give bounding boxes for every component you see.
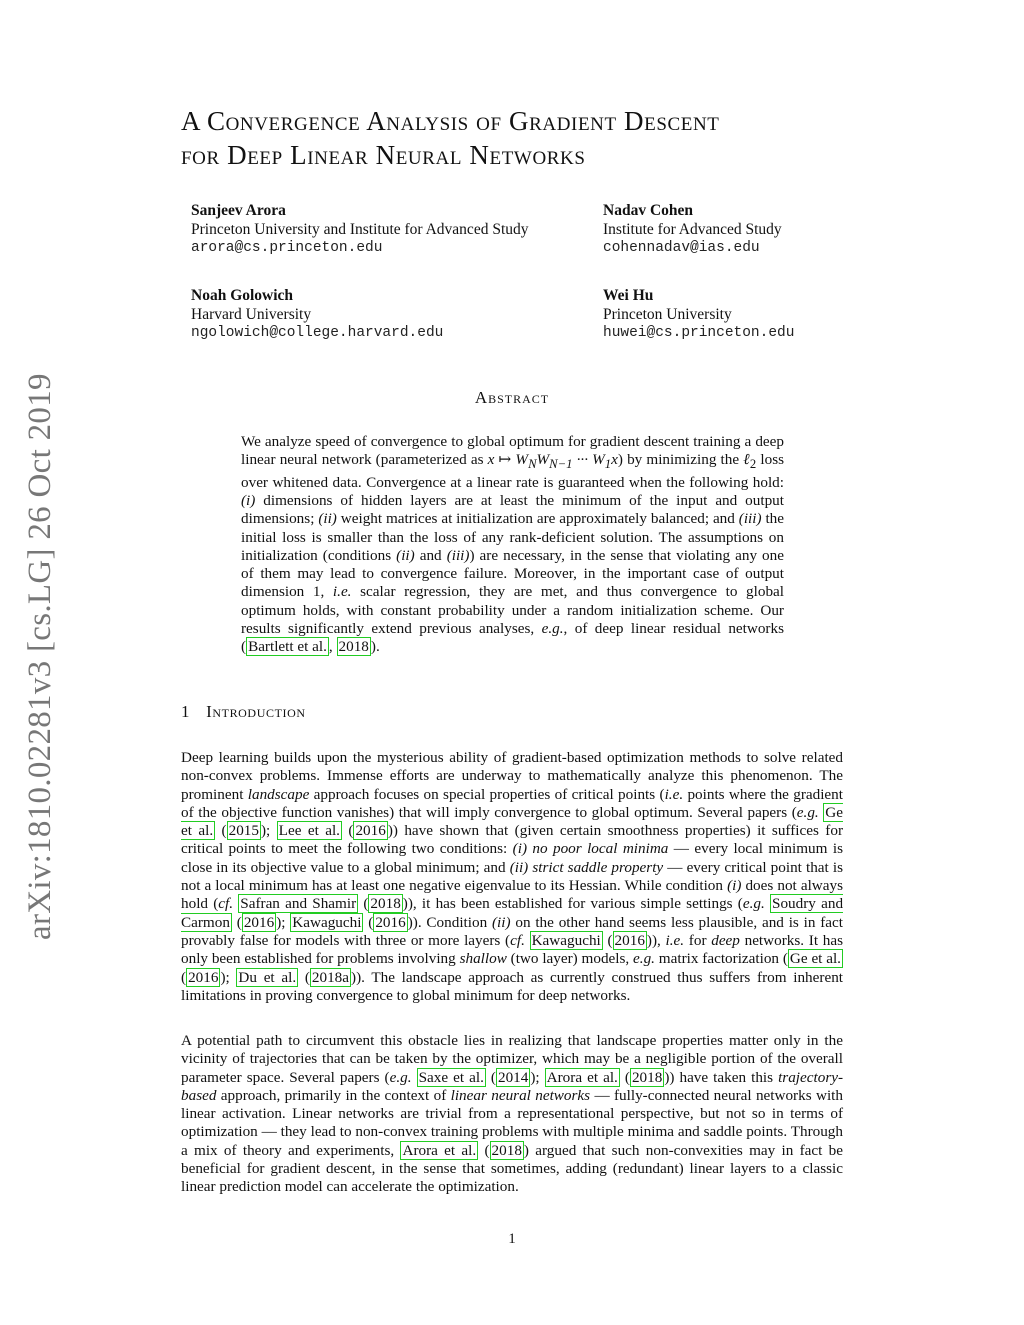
citation-link[interactable]: 2016: [614, 931, 645, 949]
citation-link[interactable]: Arora et al.: [402, 1141, 477, 1159]
citation-link[interactable]: 2018: [491, 1141, 522, 1159]
arxiv-stamp: arXiv:1810.02281v3 [cs.LG] 26 Oct 2019: [22, 373, 58, 940]
abstract-heading: Abstract: [474, 388, 550, 407]
citation-link[interactable]: 2016: [355, 822, 386, 840]
title-line-2: for Deep Linear Neural Networks: [181, 140, 586, 170]
citation-link[interactable]: Kawaguchi: [531, 931, 601, 949]
intro-paragraph: Deep learning builds upon the mysterious ability of gradient-based optimization methods to solve related non-convex problems. Immense efforts are underway to mathematically analyze this phenomenon. The prominent landscape approach focuses on special properties of critical points (i.e. points where the gradient of the objective function vanishes) that will imply convergence to global optimum. Several papers (e.g. Ge et al. ( 2015 ); Lee et al. ( 2016 )) have shown that (given certain smoothness properties) it suffices for critical points to meet the following two conditions: (i) no poor local minima — every local minimum is close in its objective value to a global minimum; and (ii) strict saddle property — every critical point that is not a local minimum has at least one negative eigenvalue to its Hessian. While condition (i) does not always hold (cf. Safran and Shamir ( 2018 )), it has been established for various simple settings (e.g. Soudry and Carmon ( 2016 ); Kawaguchi ( 2016 )). Condition (ii) on the other hand seems less plausible, and is in fact provably false for models with three or more layers (cf. Kawaguchi ( 2016 )), i.e. for deep networks. It has only been established for problems involving shallow (two layer) models, e.g. matrix factorization ( Ge et al. ( 2016 ); Du et al. ( 2018a )). The landscape approach as currently construed thus suffers from inherent limitations in proving convergence to global minimum for deep networks.: [181, 749, 844, 1004]
citation-link[interactable]: 2014: [497, 1068, 529, 1086]
citation-link[interactable]: Ge et al.: [181, 803, 844, 840]
citation-link[interactable]: Du et al.: [238, 968, 297, 986]
section-title: Introduction: [206, 702, 306, 721]
author-email[interactable]: ngolowich@college.harvard.edu: [191, 325, 444, 341]
author-affiliation: Princeton University: [603, 306, 732, 323]
author-name: Nadav Cohen: [603, 202, 694, 219]
section-number: 1: [181, 702, 191, 721]
citation-link[interactable]: 2015: [228, 822, 259, 840]
citation-link[interactable]: Kawaguchi: [292, 913, 362, 931]
author-affiliation: Princeton University and Institute for Advanced Study: [191, 221, 529, 238]
citation-link[interactable]: Bartlett et al.: [248, 638, 327, 656]
citation-link[interactable]: 2018a: [311, 968, 350, 986]
author-email[interactable]: cohennadav@ias.edu: [603, 240, 760, 256]
author-name: Sanjeev Arora: [191, 202, 286, 219]
author-name: Wei Hu: [603, 287, 654, 304]
author-email[interactable]: arora@cs.princeton.edu: [191, 240, 383, 256]
citation-link[interactable]: Ge et al.: [789, 950, 841, 968]
paper-title: [181, 104, 881, 172]
citation-link[interactable]: 2016: [243, 913, 275, 931]
citation-link[interactable]: Safran and Shamir: [240, 895, 357, 913]
author-affiliation: Harvard University: [191, 306, 312, 323]
page-number: 1: [508, 1231, 516, 1247]
author-block: [191, 286, 443, 343]
citation-link[interactable]: 2018: [631, 1068, 663, 1086]
author-block: [191, 201, 529, 258]
author-name: Noah Golowich: [191, 287, 294, 304]
param-formula: x ↦ $W_NW_{N-1}$ ··· $W_1x$: [487, 451, 618, 472]
title-line-1: A Convergence Analysis of Gradient Descent: [181, 106, 720, 136]
section-heading: [181, 702, 306, 722]
citation-link[interactable]: 2016: [188, 968, 219, 986]
citation-link[interactable]: 2018: [338, 638, 369, 656]
abstract-text: We analyze speed of convergence to global optimum for gradient descent training a deep linear neural network (parameterized as x ↦ $W_NW_{N-1}$ ··· $W_1x$) by minimizing the ℓ$_2$ loss over whitened data. Convergence at a linear rate is guaranteed when the following hold: (i) dimensions of hidden layers are at least the minimum of the input and output dimensions; (ii) weight matrices at initialization are approximately balanced; and (iii) the initial loss is smaller than the loss of any rank-deficient solution. The assumptions on initialization (conditions (ii) and (iii)) are necessary, in the sense that violating any one of them may lead to convergence failure. Moreover, in the important case of output dimension 1, i.e. scalar regression, they are met, and thus convergence to global optimum holds, with constant probability under a random initialization scheme. Our results significantly extend previous analyses, e.g., of deep linear residual networks ( Bartlett et al. , 2018 ).: [241, 433, 785, 656]
intro-paragraph: A potential path to circumvent this obstacle lies in realizing that landscape properties matter only in the vicinity of trajectories that can be taken by the optimizer, which may be a negligible portion of the overall parameter space. Several papers (e.g. Saxe et al. ( 2014 ); Arora et al. ( 2018 )) have taken this trajectory-based approach, primarily in the context of linear neural networks — fully-connected neural networks with linear activation. Linear networks are trivial from a representational perspective, but not so in terms of optimization — they lead to non-convex training problems with multiple minima and saddle points. Through a mix of theory and experiments, Arora et al. ( 2018 ) argued that such non-convexities may in fact be beneficial for gradient descent, in the sense that sometimes, adding (redundant) linear layers to a classic linear prediction model can accelerate the optimization.: [181, 1032, 844, 1196]
citation-link[interactable]: Soudry and Carmon: [181, 895, 844, 931]
author-affiliation: Institute for Advanced Study: [603, 221, 782, 238]
citation-link[interactable]: Arora et al.: [546, 1068, 618, 1086]
author-block: [603, 286, 794, 343]
author-email[interactable]: huwei@cs.princeton.edu: [603, 325, 795, 341]
citation-link[interactable]: Saxe et al.: [418, 1068, 484, 1086]
citation-link[interactable]: 2018: [370, 895, 401, 913]
citation-link[interactable]: 2016: [375, 913, 406, 931]
author-block: [603, 201, 782, 258]
citation-link[interactable]: Lee et al.: [278, 822, 340, 840]
